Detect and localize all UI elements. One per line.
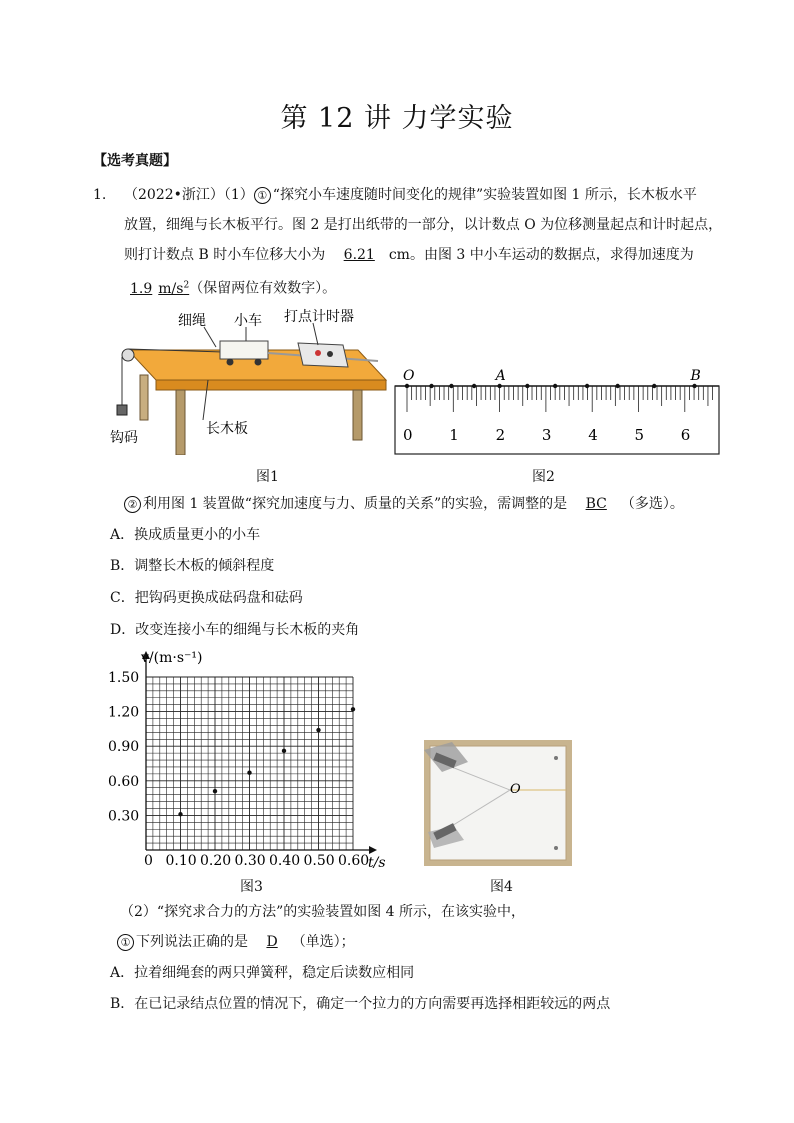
question-text: （单选）； <box>291 934 355 950</box>
tape-point-label: B <box>690 368 701 384</box>
figure-3-caption: 图3 <box>240 879 263 895</box>
question-source: （2022•浙江）（1） <box>124 187 254 203</box>
x-tick-label: 0.50 <box>303 853 335 869</box>
chart-origin-label: 0 <box>144 853 153 869</box>
part-2-q1 <box>117 932 355 952</box>
question-text: “探究小车速度随时间变化的规律”实验装置如图 1 所示，长木板水平 <box>272 187 697 203</box>
question-line-2: 放置，细绳与长木板平行。图 2 是打出纸带的一部分，以计数点 O 为位移测量起点和计时起点， <box>124 217 723 233</box>
chart-axes <box>142 651 377 854</box>
tape-dot <box>692 384 696 388</box>
tape-point-label: O <box>403 368 415 384</box>
chart-x-label: t/s <box>368 855 386 871</box>
circled-1: ① <box>117 934 134 951</box>
label-o: O <box>510 782 521 797</box>
tape-dot <box>497 384 501 388</box>
question-text: （多选）。 <box>620 496 684 512</box>
x-tick-label: 0.60 <box>338 853 370 869</box>
chart-grid <box>146 677 353 850</box>
tape-dot <box>525 384 529 388</box>
ruler-number: 5 <box>634 426 645 444</box>
chart-y-label: v/(m·s⁻¹) <box>141 650 203 666</box>
figure-2-caption: 图2 <box>532 469 555 485</box>
question-line-4 <box>124 275 336 299</box>
tape-dot <box>615 384 619 388</box>
question-text: 利用图 1 装置做“探究加速度与力、质量的关系”的实验，需调整的是 <box>143 496 568 512</box>
question-text: 则打计数点 B 时小车位移大小为 <box>124 247 326 263</box>
circled-2: ② <box>124 496 141 513</box>
tape-point-label: A <box>495 368 506 384</box>
ruler-number: 2 <box>495 426 506 444</box>
ruler-number: 1 <box>449 426 459 444</box>
answer-multiple-choice: BC <box>585 496 607 512</box>
x-tick-label: 0.40 <box>269 853 301 869</box>
circled-1: ① <box>254 187 271 204</box>
data-point <box>247 771 251 775</box>
part-2-option-a: A．拉着细绳套的两只弹簧秤，稳定后读数应相同 <box>110 965 415 981</box>
figure-1-caption: 图1 <box>256 469 279 485</box>
label-cart: 小车 <box>234 313 262 329</box>
question-line-3 <box>124 245 694 265</box>
data-point <box>316 728 320 732</box>
tape-dot <box>553 384 557 388</box>
part-2-intro: （2）“探究求合力的方法”的实验装置如图 4 所示，在该实验中， <box>120 904 526 920</box>
ruler-number: 3 <box>541 426 552 444</box>
answer-displacement: 6.21 <box>343 247 375 263</box>
y-tick-label: 0.60 <box>108 773 140 790</box>
tape-dot <box>472 384 476 388</box>
data-point <box>351 707 355 711</box>
question-text: cm。由图 3 中小车运动的数据点，求得加速度为 <box>388 247 694 263</box>
x-tick-label: 0.30 <box>234 853 266 869</box>
label-board: 长木板 <box>206 421 248 437</box>
y-tick-label: 0.90 <box>108 739 140 756</box>
tape-dot <box>405 384 409 388</box>
tape-dot <box>429 384 433 388</box>
figure-2-tape <box>393 362 723 457</box>
data-point <box>178 812 182 816</box>
ruler-number: 0 <box>403 426 413 444</box>
tape-dot <box>585 384 589 388</box>
question-line-5 <box>124 494 684 514</box>
label-rope: 细绳 <box>178 313 206 329</box>
y-tick-label: 1.20 <box>108 704 140 721</box>
question-line-1 <box>124 185 697 205</box>
option-d: D．改变连接小车的细绳与长木板的夹角 <box>110 622 360 638</box>
figure-1-apparatus <box>108 305 393 455</box>
ruler-number: 4 <box>588 426 598 444</box>
tape-dot <box>652 384 656 388</box>
figure-3-chart <box>108 645 398 875</box>
section-heading: 【选考真题】 <box>93 153 177 169</box>
answer-acceleration: 1.9 <box>130 280 153 297</box>
question-text: 下列说法正确的是 <box>136 934 248 950</box>
option-a: A．换成质量更小的小车 <box>110 527 261 543</box>
label-timer: 打点计时器 <box>284 309 354 325</box>
page-title: 第 12 讲 力学实验 <box>280 103 514 134</box>
part-2-option-b: B．在已记录结点位置的情况下，确定一个拉力的方向需要再选择相距较远的两点 <box>110 996 611 1012</box>
x-axis-arrow <box>369 846 377 854</box>
data-point <box>282 749 286 753</box>
option-b: B．调整长木板的倾斜程度 <box>110 558 275 574</box>
label-weight: 钩码 <box>110 430 138 446</box>
y-tick-label: 0.30 <box>108 808 140 825</box>
ruler-number: 6 <box>680 426 691 444</box>
question-number: 1. <box>93 187 107 203</box>
figure-4-caption: 图4 <box>490 879 513 895</box>
data-point <box>213 789 217 793</box>
y-tick-label: 1.50 <box>108 670 140 686</box>
answer-single-choice: D <box>266 934 278 950</box>
question-text: （保留两位有效数字）。 <box>189 280 337 297</box>
x-tick-label: 0.10 <box>165 853 197 869</box>
figure-4-photo <box>424 740 572 866</box>
option-c: C．把钩码更换成砝码盘和砝码 <box>110 590 303 606</box>
tape-dot <box>449 384 453 388</box>
unit: $m/s^2$ <box>158 280 190 297</box>
x-tick-label: 0.20 <box>200 853 232 869</box>
